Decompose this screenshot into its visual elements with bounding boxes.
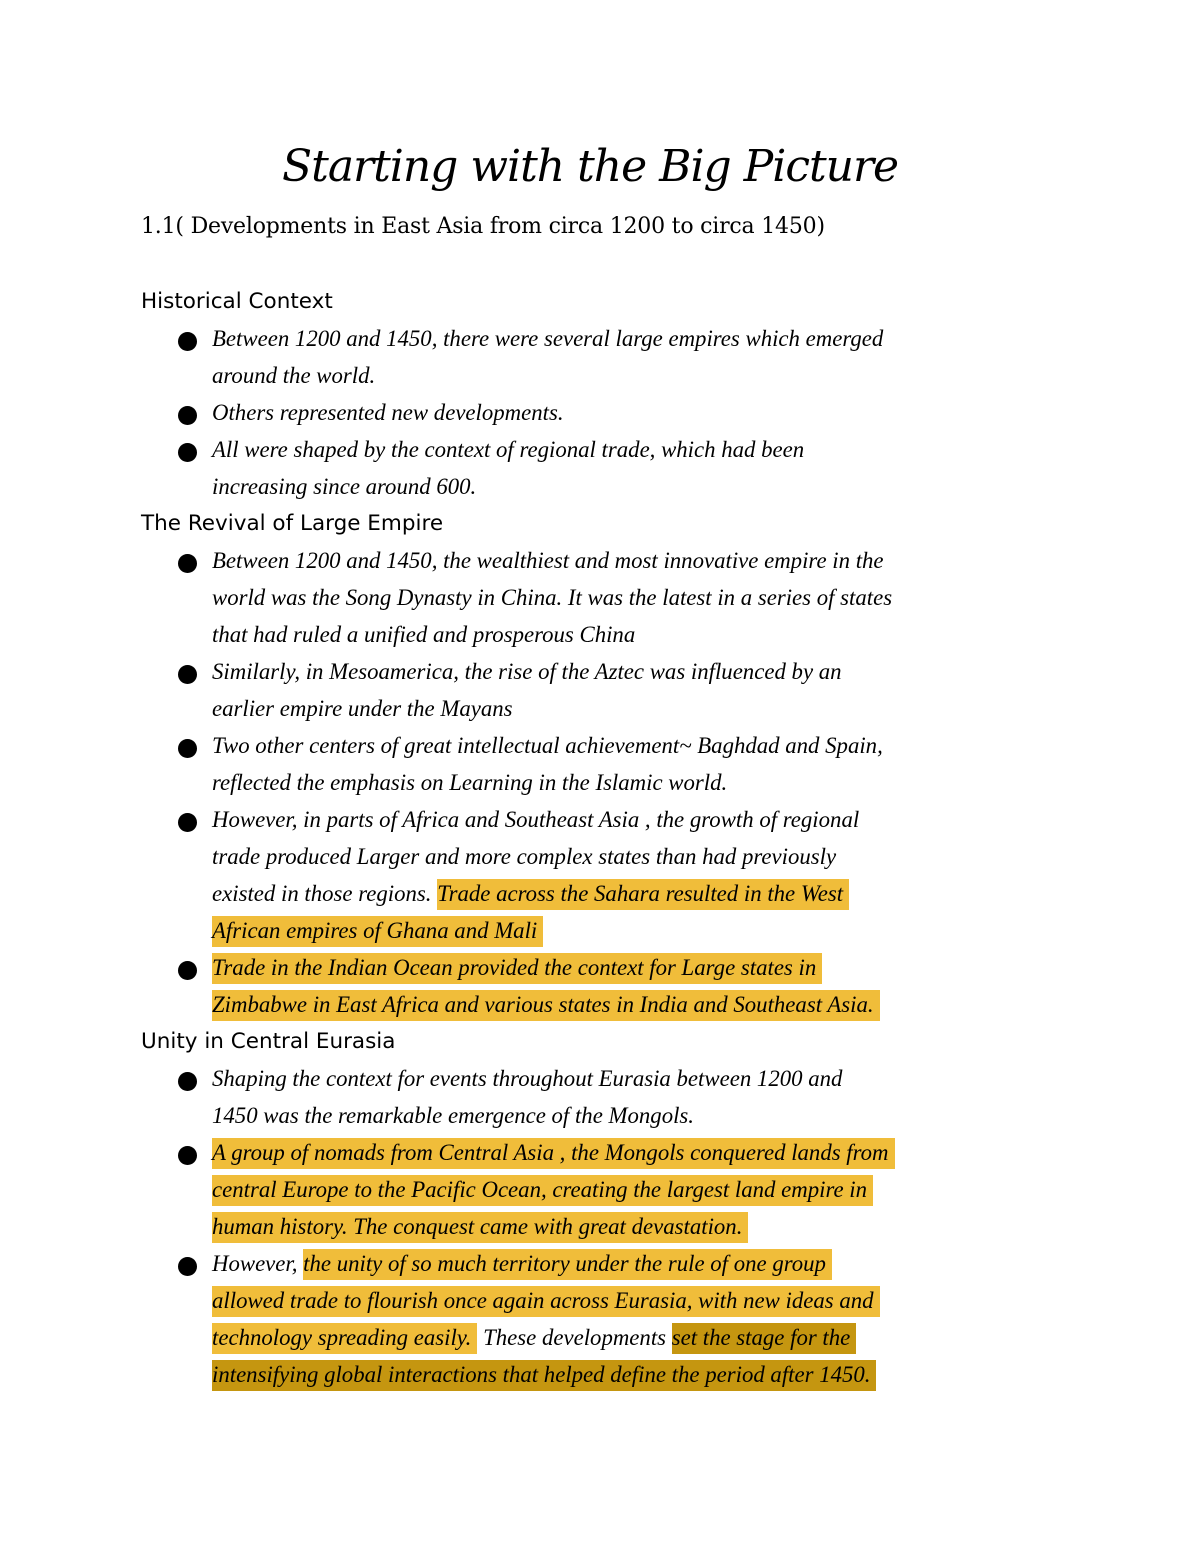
text-run: However, in parts of Africa and Southeast Asia , the growth of regional	[212, 807, 860, 832]
text-line	[212, 1208, 1071, 1245]
bullet-item	[141, 542, 1071, 653]
highlighted-text: technology spreading easily.	[212, 1323, 477, 1354]
highlighted-text: Trade across the Sahara resulted in the West	[437, 879, 849, 910]
bullet-list	[141, 542, 1071, 1023]
bullet-item	[141, 431, 1071, 505]
text-run: Between 1200 and 1450, there were several large empires which emerged	[212, 326, 884, 351]
highlighted-text: A group of nomads from Central Asia , the Mongols conquered lands from	[212, 1138, 895, 1169]
text-line	[212, 357, 1071, 394]
highlighted-text: Zimbabwe in East Africa and various states in India and Southeast Asia.	[212, 990, 880, 1021]
bullet-item	[141, 394, 1071, 431]
bullet-dot-icon	[178, 406, 197, 425]
text-run: that had ruled a unified and prosperous China	[212, 622, 636, 647]
bullet-dot-icon	[178, 443, 197, 462]
highlighted-text: central Europe to the Pacific Ocean, creating the largest land empire in	[212, 1175, 873, 1206]
bullet-item	[141, 727, 1071, 801]
text-line	[212, 1097, 1071, 1134]
bullet-item	[141, 1060, 1071, 1134]
text-run: All were shaped by the context of regional trade, which had been	[212, 437, 805, 462]
text-line	[212, 579, 1071, 616]
highlighted-text-dark: intensifying global interactions that helped define the period after 1450.	[212, 1360, 876, 1391]
section	[141, 505, 1071, 1023]
text-run: earlier empire under the Mayans	[212, 696, 513, 721]
text-run: Shaping the context for events throughout Eurasia between 1200 and	[212, 1066, 843, 1091]
text-run: increasing since around 600.	[212, 474, 477, 499]
bullet-dot-icon	[178, 554, 197, 573]
text-line	[212, 653, 1071, 690]
bullet-item	[141, 653, 1071, 727]
text-run: trade produced Larger and more complex states than had previously	[212, 844, 837, 869]
bullet-dot-icon	[178, 1072, 197, 1091]
text-line	[212, 727, 1071, 764]
text-line	[212, 542, 1071, 579]
highlighted-text: the unity of so much territory under the rule of one group	[303, 1249, 832, 1280]
highlighted-text: human history. The conquest came with great devastation.	[212, 1212, 748, 1243]
text-line	[212, 690, 1071, 727]
text-run: world was the Song Dynasty in China. It was the latest in a series of states	[212, 585, 893, 610]
text-run: around the world.	[212, 363, 376, 388]
document-subtitle: 1.1( Developments in East Asia from circa 1200 to circa 1450)	[141, 214, 825, 239]
text-line	[212, 431, 1071, 468]
text-run: These developments	[477, 1325, 672, 1350]
text-run: existed in those regions.	[212, 881, 438, 906]
highlighted-text: Trade in the Indian Ocean provided the context for Large states in	[212, 953, 822, 984]
bullet-item	[141, 1245, 1071, 1393]
text-run: reflected the emphasis on Learning in the Islamic world.	[212, 770, 728, 795]
section-heading: The Revival of Large Empire	[141, 511, 444, 536]
text-line	[212, 616, 1071, 653]
text-line	[212, 320, 1071, 357]
text-line	[212, 1134, 1071, 1171]
bullet-item	[141, 801, 1071, 949]
document-body	[141, 283, 1071, 1393]
text-line	[212, 468, 1071, 505]
bullet-dot-icon	[178, 739, 197, 758]
section	[141, 1023, 1071, 1393]
text-line	[212, 1356, 1071, 1393]
text-run: However,	[212, 1251, 304, 1276]
section-heading: Historical Context	[141, 289, 333, 314]
bullet-item	[141, 949, 1071, 1023]
highlighted-text: African empires of Ghana and Mali	[212, 916, 543, 947]
document-title: Starting with the Big Picture	[282, 141, 899, 192]
text-line	[212, 949, 1071, 986]
highlighted-text: allowed trade to flourish once again across Eurasia, with new ideas and	[212, 1286, 880, 1317]
text-run: Others represented new developments.	[212, 400, 564, 425]
text-line	[212, 986, 1071, 1023]
text-line	[212, 912, 1071, 949]
text-run: Between 1200 and 1450, the wealthiest and most innovative empire in the	[212, 548, 884, 573]
text-line	[212, 1282, 1071, 1319]
bullet-dot-icon	[178, 813, 197, 832]
bullet-dot-icon	[178, 1257, 197, 1276]
bullet-dot-icon	[178, 1146, 197, 1165]
text-line	[212, 875, 1071, 912]
bullet-list	[141, 320, 1071, 505]
text-line	[212, 801, 1071, 838]
text-line	[212, 1060, 1071, 1097]
text-line	[212, 1319, 1071, 1356]
bullet-item	[141, 320, 1071, 394]
text-line	[212, 838, 1071, 875]
text-line	[212, 1245, 1071, 1282]
bullet-dot-icon	[178, 961, 197, 980]
text-run: 1450 was the remarkable emergence of the Mongols.	[212, 1103, 695, 1128]
highlighted-text-dark: set the stage for the	[672, 1323, 857, 1354]
bullet-dot-icon	[178, 332, 197, 351]
section	[141, 283, 1071, 505]
text-line	[212, 394, 1071, 431]
text-run: Similarly, in Mesoamerica, the rise of the Aztec was influenced by an	[212, 659, 842, 684]
bullet-item	[141, 1134, 1071, 1245]
bullet-list	[141, 1060, 1071, 1393]
bullet-dot-icon	[178, 665, 197, 684]
section-heading: Unity in Central Eurasia	[141, 1029, 396, 1054]
text-line	[212, 764, 1071, 801]
text-line	[212, 1171, 1071, 1208]
text-run: Two other centers of great intellectual achievement~ Baghdad and Spain,	[212, 733, 883, 758]
